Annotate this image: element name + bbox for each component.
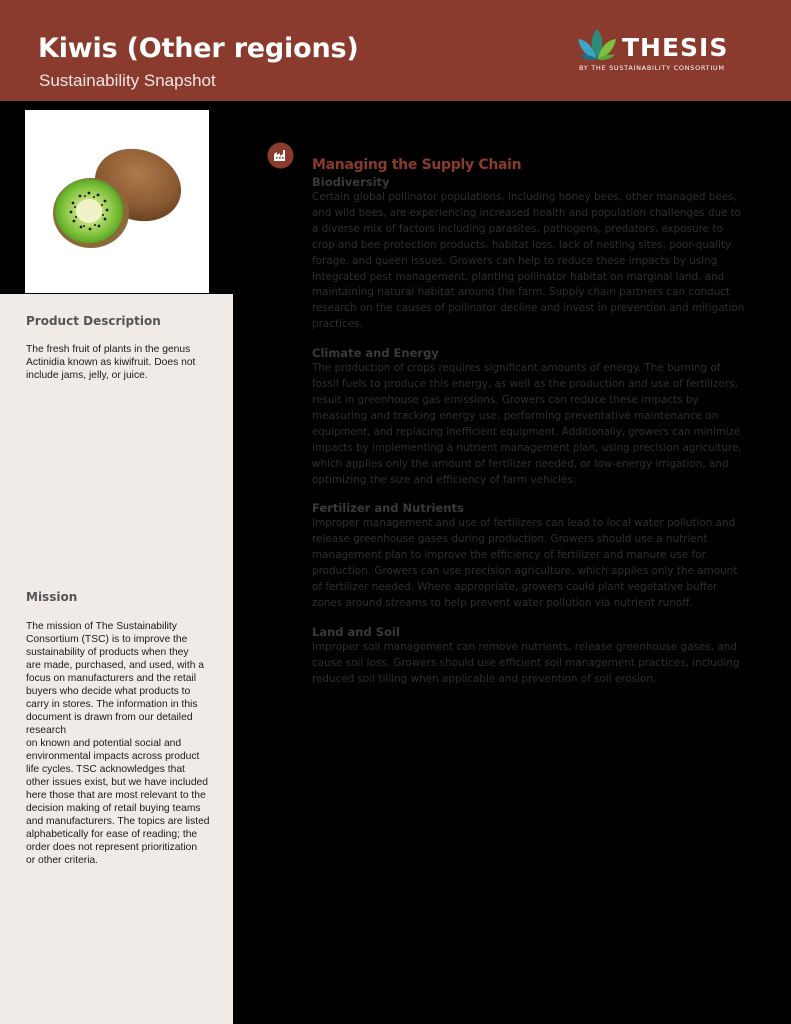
page-title: Kiwis (Other regions) — [38, 33, 359, 64]
text-line: and wild bees, are experiencing increased health and population challenges due to — [312, 206, 741, 219]
text-line: sustainability of products when they — [26, 647, 189, 658]
text-line: decision making of retail buying teams — [26, 803, 201, 814]
topic-heading: Biodiversity — [312, 175, 390, 189]
topic-heading: Climate and Energy — [312, 346, 439, 361]
text-line: fossil fuels to produce this energy, as well as the production and use of fertilizers, — [312, 378, 738, 391]
topic-body — [312, 361, 744, 488]
supply-chain-section — [312, 157, 744, 701]
text-line: The fresh fruit of plants in the genus — [26, 344, 191, 355]
text-line: impacts by implementing a nutrient management plan, using precision agriculture, — [312, 441, 742, 454]
mission-text — [26, 620, 222, 867]
text-line: forage, and queen issues. Growers can help to reduce these impacts by using — [312, 254, 718, 267]
text-line: The mission of The Sustainability — [26, 621, 177, 632]
text-line: Actinidia known as kiwifruit. Does not — [26, 357, 196, 368]
text-line: document is drawn from our detailed — [26, 712, 193, 723]
text-line: life cycles. TSC acknowledges that — [26, 764, 185, 775]
logo-tagline: BY THE SUSTAINABILITY CONSORTIUM — [579, 64, 725, 72]
text-line: or other criteria. — [26, 855, 99, 866]
text-line: order does not represent prioritization — [26, 842, 198, 853]
text-line: on known and potential social and — [26, 738, 182, 749]
topic-section — [312, 625, 744, 688]
topic-body — [312, 190, 744, 333]
text-line: result in greenhouse gas emissions. Growers can reduce these impacts by — [312, 393, 699, 406]
text-line: include jams, jelly, or juice. — [26, 370, 148, 381]
header-banner — [0, 0, 791, 101]
topic-heading: Land and Soil — [312, 624, 400, 639]
text-line: crop and bee protection products, habitat loss, lack of nesting sites, poor-quality — [312, 238, 732, 251]
logo-wordmark: THESIS — [622, 33, 729, 62]
text-line: other issues exist, but we have included — [26, 777, 209, 788]
lotus-leaf-icon — [575, 27, 619, 63]
text-line: here those that are most relevant to the — [26, 790, 206, 801]
text-line: Certain global pollinator populations, including honey bees, other managed bees, — [312, 191, 737, 203]
mission-heading: Mission — [26, 590, 78, 604]
text-line: optimizing the size and efficiency of farm vehicles. — [312, 473, 577, 486]
text-line: research — [26, 725, 67, 736]
text-line: Improper management and use of fertilizers can lead to local water pollution and — [312, 517, 736, 530]
topic-section — [312, 175, 744, 333]
product-description-heading: Product Description — [26, 314, 161, 328]
text-line: production. Growers can use precision agriculture, which applies only the amount — [312, 565, 738, 578]
text-line: maintaining natural habitat around the farm. Supply chain partners can conduct — [312, 286, 730, 299]
topic-section — [312, 346, 744, 488]
text-line: integrated pest management, planting pollinator habitat on marginal land, and — [312, 270, 725, 283]
section-title: Managing the Supply Chain — [312, 157, 522, 173]
text-line: The production of crops requires significant amounts of energy. The burning of — [312, 362, 721, 375]
page-subtitle: Sustainability Snapshot — [39, 71, 216, 90]
text-line: management plan to improve the efficiency of fertilizer and manure use for — [312, 549, 706, 562]
factory-icon — [267, 142, 294, 169]
text-line: which applies only the amount of fertilizer needed, or low-energy irrigation, and — [312, 457, 729, 470]
text-line: equipment, and replacing inefficient equipment. Additionally, growers can minimize — [312, 426, 741, 438]
text-line: a diverse mix of factors including parasites, pathogens, predators, exposure to — [312, 222, 723, 235]
kiwi-photo — [25, 110, 209, 293]
text-line: alphabetically for ease of reading; the — [26, 829, 198, 840]
product-description-text — [26, 343, 222, 382]
text-line: practices. — [312, 318, 363, 331]
topic-body — [312, 516, 744, 611]
text-line: zones around streams to help prevent water pollution via nutrient runoff. — [312, 596, 693, 609]
text-line: of fertilizer needed. Where appropriate, growers could plant vegetative buffer — [312, 581, 718, 594]
text-line: measuring and tracking energy use, performing preventative maintenance on — [312, 409, 719, 422]
text-line: focus on manufacturers and the retail — [26, 673, 196, 684]
topic-section — [312, 501, 744, 611]
kiwi-fruit-image — [25, 110, 209, 293]
text-line: environmental impacts across product — [26, 751, 200, 762]
text-line: carry in stores. The information in this — [26, 699, 198, 710]
text-line: Consortium (TSC) is to improve the — [26, 634, 188, 645]
topic-body — [312, 640, 744, 688]
topics-list — [312, 175, 744, 688]
text-line: reduced soil tilling when applicable and prevention of soil erosion. — [312, 672, 657, 685]
text-line: Improper soil management can remove nutrients, release greenhouse gases, and — [312, 640, 737, 653]
text-line: cause soil loss. Growers should use efficient soil management practices, including — [312, 656, 740, 669]
topic-heading: Fertilizer and Nutrients — [312, 501, 464, 516]
text-line: are made, purchased, and used, with a — [26, 660, 205, 671]
text-line: release greenhouse gases during production. Growers should use a nutrient — [312, 533, 708, 546]
text-line: buyers who decide what products to — [26, 686, 191, 697]
thesis-logo — [575, 27, 745, 75]
text-line: research on the causes of pollinator decline and invest in prevention and mitigation — [312, 302, 745, 315]
text-line: and manufacturers. The topics are listed — [26, 816, 210, 827]
